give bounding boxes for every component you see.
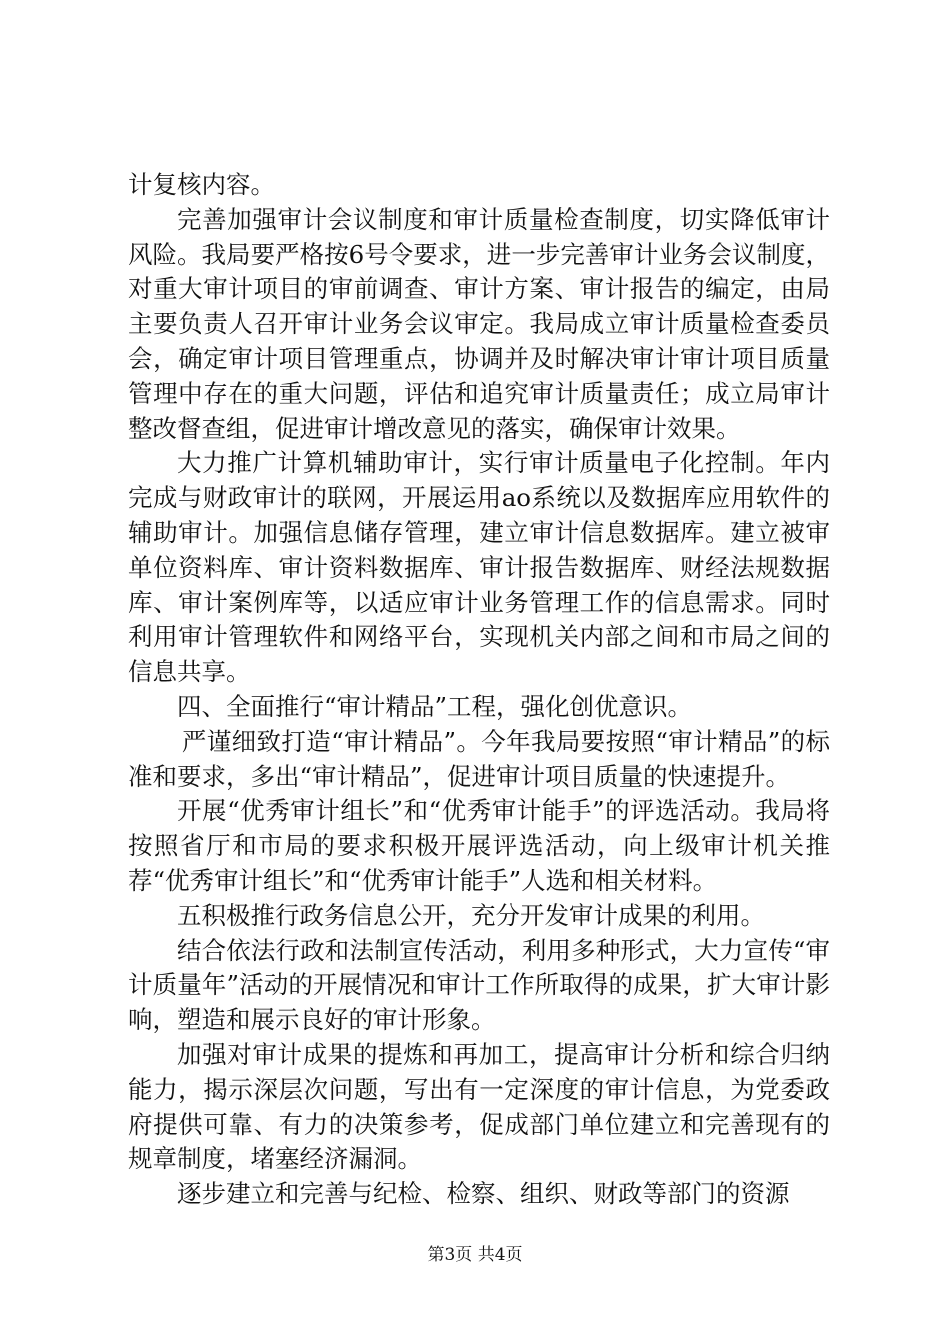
paragraph-meeting-system: 完善加强审计会议制度和审计质量检查制度，切实降低审计风险。我局要严格按6号令要求，进一步完善审计业务会议制度，对重大审计项目的审前调查、审计方案、审计报告的编定，由局主要负责人召开审计业务会议审定。我局成立审计质量检查委员会，确定审计项目管理重点，协调并及时解决审计审计项目质量管理中存在的重大问题，评估和追究审计质量责任；成立局审计整改督查组，促进审计增改意见的落实，确保审计效果。	[128, 204, 830, 443]
paragraph-excellent-auditors: 开展“优秀审计组长”和“优秀审计能手”的评选活动。我局将按照省厅和市局的要求积极开展评选活动，向上级审计机关推荐“优秀审计组长”和“优秀审计能手”人选和相关材料。	[128, 796, 830, 895]
paragraph-audit-quality-products: 严谨细致打造“审计精品”。今年我局要按照“审计精品”的标准和要求，多出“审计精品”，促进审计项目质量的快速提升。	[128, 726, 830, 791]
section-heading-five: 五积极推行政务信息公开，充分开发审计成果的利用。	[177, 900, 765, 930]
document-body	[128, 168, 830, 1212]
paragraph-continuation: 计复核内容。	[128, 170, 275, 199]
section-heading-four: 四、全面推行“审计精品”工程，强化创优意识。	[177, 691, 693, 721]
paragraph-resource-sharing: 逐步建立和完善与纪检、检察、组织、财政等部门的资源	[177, 1179, 790, 1209]
paragraph-computer-audit: 大力推广计算机辅助审计，实行审计质量电子化控制。年内完成与财政审计的联网，开展运用ao系统以及数据库应用软件的辅助审计。加强信息储存管理，建立审计信息数据库。建立被审单位资料库、审计资料数据库、审计报告数据库、财经法规数据库、审计案例库等，以适应审计业务管理工作的信息需求。同时利用审计管理软件和网络平台，实现机关内部之间和市局之间的信息共享。	[128, 448, 830, 687]
paragraph-audit-results: 加强对审计成果的提炼和再加工，提高审计分析和综合归纳能力，揭示深层次问题，写出有一定深度的审计信息，为党委政府提供可靠、有力的决策参考，促成部门单位建立和完善现有的规章制度，堵塞经济漏洞。	[128, 1039, 830, 1174]
page-number-footer: 第3页 共4页	[427, 1245, 523, 1265]
paragraph-publicity: 结合依法行政和法制宣传活动，利用多种形式，大力宣传“审计质量年”活动的开展情况和审计工作所取得的成果，扩大审计影响，塑造和展示良好的审计形象。	[128, 935, 830, 1035]
